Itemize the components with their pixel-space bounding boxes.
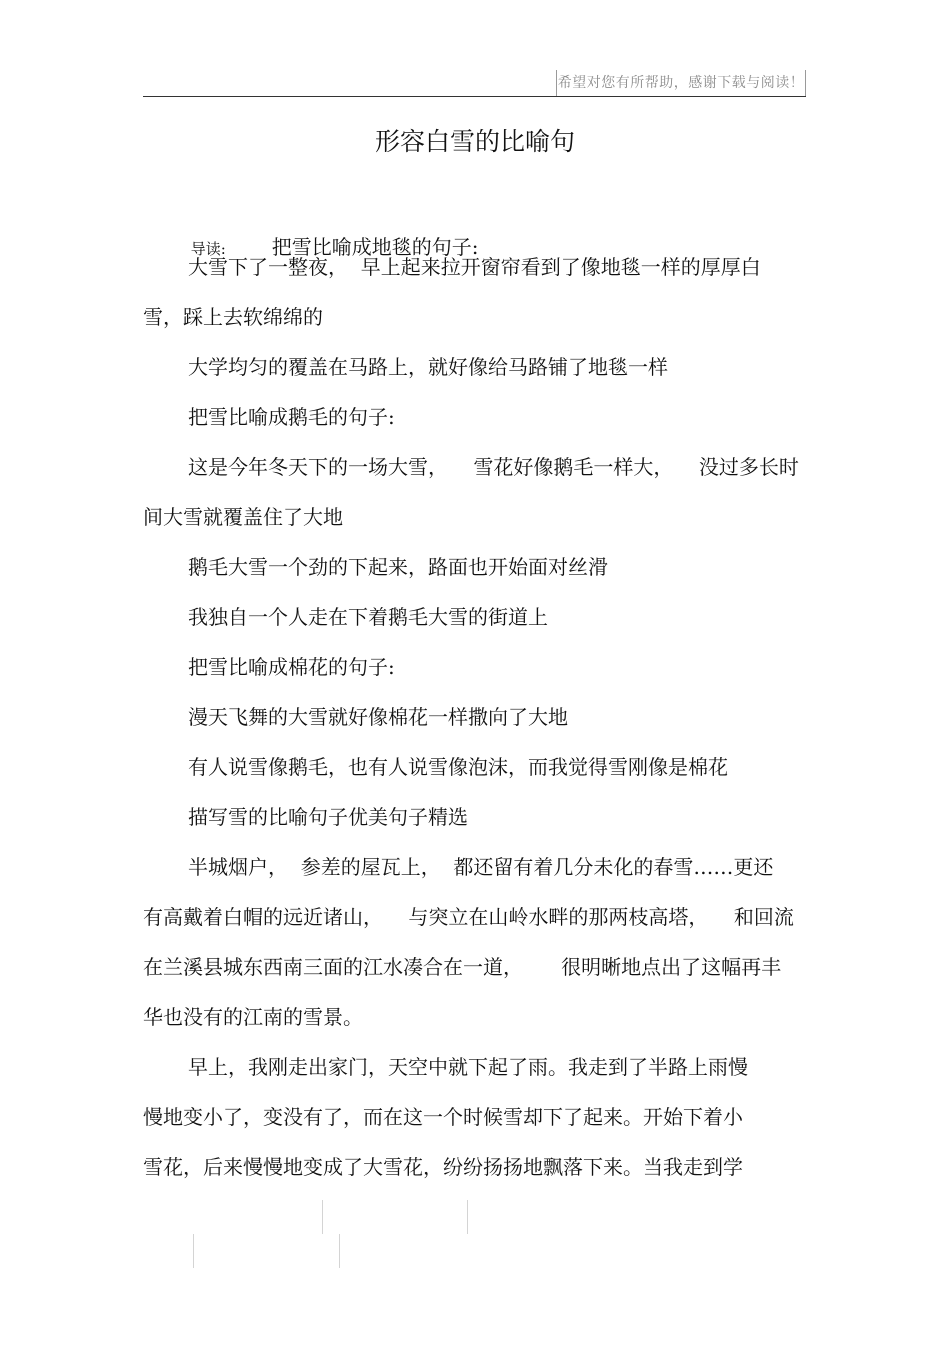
paragraph-line: 慢地变小了，变没有了，而在这一个时候雪却下了起来。开始下着小 (143, 1105, 743, 1129)
paragraph-line: 有高戴着白帽的远近诸山， 与突立在山岭水畔的那两枝高塔， 和回流 (143, 905, 794, 929)
lead-heading: 把雪比喻成地毯的句子: (271, 235, 479, 259)
paragraph-line: 在兰溪县城东西南三面的江水凑合在一道， 很明晰地点出了这幅再丰 (143, 955, 782, 979)
scan-artifact-line (322, 1200, 323, 1234)
scan-artifact-line (339, 1234, 340, 1268)
paragraph-line: 半城烟户， 参差的屋瓦上， 都还留有着几分未化的春雪……更还 (188, 855, 774, 879)
paragraph-line: 我独自一个人走在下着鹅毛大雪的街道上 (188, 605, 548, 629)
page-title: 形容白雪的比喻句 (374, 127, 575, 156)
paragraph-line: 有人说雪像鹅毛，也有人说雪像泡沫，而我觉得雪刚像是棉花 (188, 755, 728, 779)
paragraph-line: 雪，踩上去软绵绵的 (143, 305, 323, 329)
paragraph-line: 鹅毛大雪一个劲的下起来，路面也开始面对丝滑 (188, 555, 608, 579)
paragraph-line: 早上，我刚走出家门，天空中就下起了雨。我走到了半路上雨慢 (188, 1055, 748, 1079)
section-heading: 把雪比喻成棉花的句子: (188, 655, 395, 679)
scan-artifact-line (193, 1234, 194, 1268)
header-note: 希望对您有所帮助，感谢下载与阅读！ (556, 70, 806, 96)
paragraph-line: 华也没有的江南的雪景。 (143, 1005, 363, 1029)
paragraph-line: 雪花，后来慢慢地变成了大雪花，纷纷扬扬地飘落下来。当我走到学 (143, 1155, 743, 1179)
paragraph-line: 这是今年冬天下的一场大雪， 雪花好像鹅毛一样大， 没过多长时 (188, 455, 799, 479)
paragraph-line: 大学均匀的覆盖在马路上，就好像给马路铺了地毯一样 (188, 355, 668, 379)
paragraph-line: 大雪下了一整夜， 早上起来拉开窗帘看到了像地毯一样的厚厚白 (188, 255, 761, 279)
lead-label: 导读: (190, 240, 226, 258)
paragraph-line: 间大雪就覆盖住了大地 (143, 505, 343, 529)
section-heading: 把雪比喻成鹅毛的句子: (188, 405, 395, 429)
section-heading: 描写雪的比喻句子优美句子精选 (188, 805, 468, 829)
scan-artifact-line (467, 1200, 468, 1234)
paragraph-line: 漫天飞舞的大雪就好像棉花一样撒向了大地 (188, 705, 568, 729)
header-divider (143, 96, 806, 97)
